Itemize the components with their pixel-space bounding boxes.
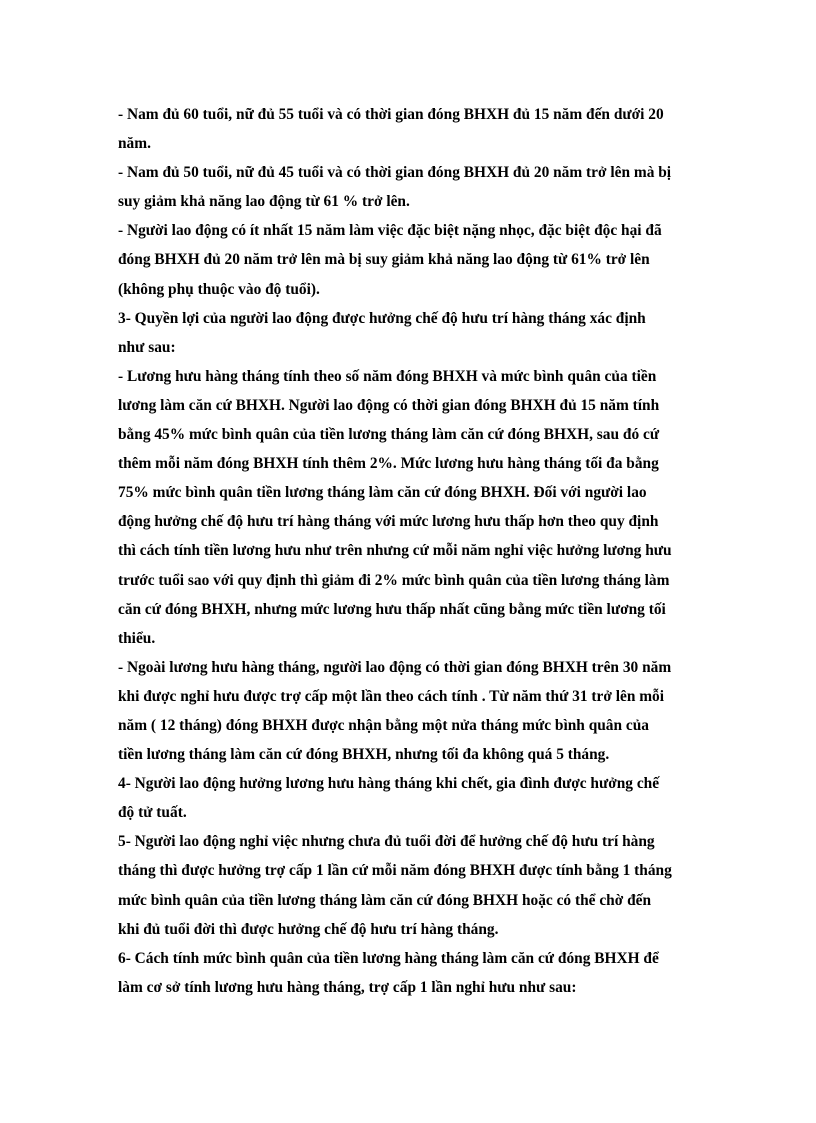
text-line: động hưởng chế độ hưu trí hàng tháng với mức lương hưu thấp hơn theo quy định <box>118 513 659 531</box>
text-line: bằng 45% mức bình quân của tiền lương tháng làm căn cứ đóng BHXH, sau đó cứ <box>118 426 660 444</box>
text-line: 3- Quyền lợi của người lao động được hưởng chế độ hưu trí hàng tháng xác định <box>118 309 646 327</box>
text-line: - Lương hưu hàng tháng tính theo số năm đóng BHXH và mức bình quân của tiền <box>118 367 657 385</box>
text-line: khi đủ tuổi đời thì được hưởng chế độ hưu trí hàng tháng. <box>118 920 499 938</box>
paragraph-age-60-55 <box>118 100 708 158</box>
text-line: năm ( 12 tháng) đóng BHXH được nhận bằng một nửa tháng mức bình quân của <box>118 716 649 734</box>
text-line: mức bình quân của tiền lương tháng làm căn cứ đóng BHXH hoặc có thể chờ đến <box>118 891 652 909</box>
text-line: 6- Cách tính mức bình quân của tiền lương hàng tháng làm căn cứ đóng BHXH để <box>118 949 659 967</box>
text-line: đóng BHXH đủ 20 năm trở lên mà bị suy giảm khả năng lao động từ 61% trở lên <box>118 251 650 269</box>
section-heading-3 <box>118 304 708 362</box>
section-heading-4 <box>118 769 708 827</box>
text-line: (không phụ thuộc vào độ tuổi). <box>118 280 320 298</box>
text-line: - Nam đủ 60 tuổi, nữ đủ 55 tuổi và có thời gian đóng BHXH đủ 15 năm đến dưới 20 <box>118 106 664 123</box>
document-page <box>118 100 708 1002</box>
text-line: thêm mỗi năm đóng BHXH tính thêm 2%. Mức lương hưu hàng tháng tối đa bằng <box>118 455 659 473</box>
text-line: thiểu. <box>118 629 156 647</box>
text-line: lương làm căn cứ BHXH. Người lao động có thời gian đóng BHXH đủ 15 năm tính <box>118 396 660 414</box>
text-line: - Người lao động có ít nhất 15 năm làm việc đặc biệt nặng nhọc, đặc biệt độc hại đã <box>118 222 662 240</box>
text-line: suy giảm khả năng lao động từ 61 % trở lên. <box>118 193 410 211</box>
text-line: năm. <box>118 135 151 153</box>
paragraph-hazardous-work <box>118 216 708 303</box>
text-line: 4- Người lao động hưởng lương hưu hàng tháng khi chết, gia đình được hưởng chế <box>118 775 660 793</box>
text-line: 75% mức bình quân tiền lương tháng làm căn cứ đóng BHXH. Đối với người lao <box>118 484 647 502</box>
text-line: thì cách tính tiền lương hưu như trên nhưng cứ mỗi năm nghỉ việc hưởng lương hưu <box>118 542 672 560</box>
text-line: độ tử tuất. <box>118 804 187 822</box>
text-line: - Ngoài lương hưu hàng tháng, người lao động có thời gian đóng BHXH trên 30 năm <box>118 658 672 676</box>
text-line: làm cơ sở tính lương hưu hàng tháng, trợ cấp 1 lần nghỉ hưu như sau: <box>118 978 577 996</box>
text-line: căn cứ đóng BHXH, nhưng mức lương hưu thấp nhất cũng bằng mức tiền lương tối <box>118 600 666 618</box>
text-line: 5- Người lao động nghỉ việc nhưng chưa đủ tuổi đời để hưởng chế độ hưu trí hàng <box>118 833 655 851</box>
text-line: trước tuổi sao với quy định thì giảm đi 2% mức bình quân của tiền lương tháng làm <box>118 571 670 589</box>
text-line: tháng thì được hưởng trợ cấp 1 lần cứ mỗi năm đóng BHXH được tính bằng 1 tháng <box>118 862 672 880</box>
text-line: tiền lương tháng làm căn cứ đóng BHXH, nhưng tối đa không quá 5 tháng. <box>118 746 610 764</box>
text-line: như sau: <box>118 338 176 356</box>
paragraph-age-50-45 <box>118 158 708 216</box>
section-heading-5 <box>118 827 708 943</box>
section-heading-6 <box>118 944 708 1002</box>
text-line: khi được nghỉ hưu được trợ cấp một lần theo cách tính . Từ năm thứ 31 trở lên mỗi <box>118 687 665 705</box>
paragraph-monthly-pension <box>118 362 708 653</box>
paragraph-lump-sum-allowance <box>118 653 708 769</box>
text-line: - Nam đủ 50 tuổi, nữ đủ 45 tuổi và có thời gian đóng BHXH đủ 20 năm trở lên mà bị <box>118 164 672 182</box>
